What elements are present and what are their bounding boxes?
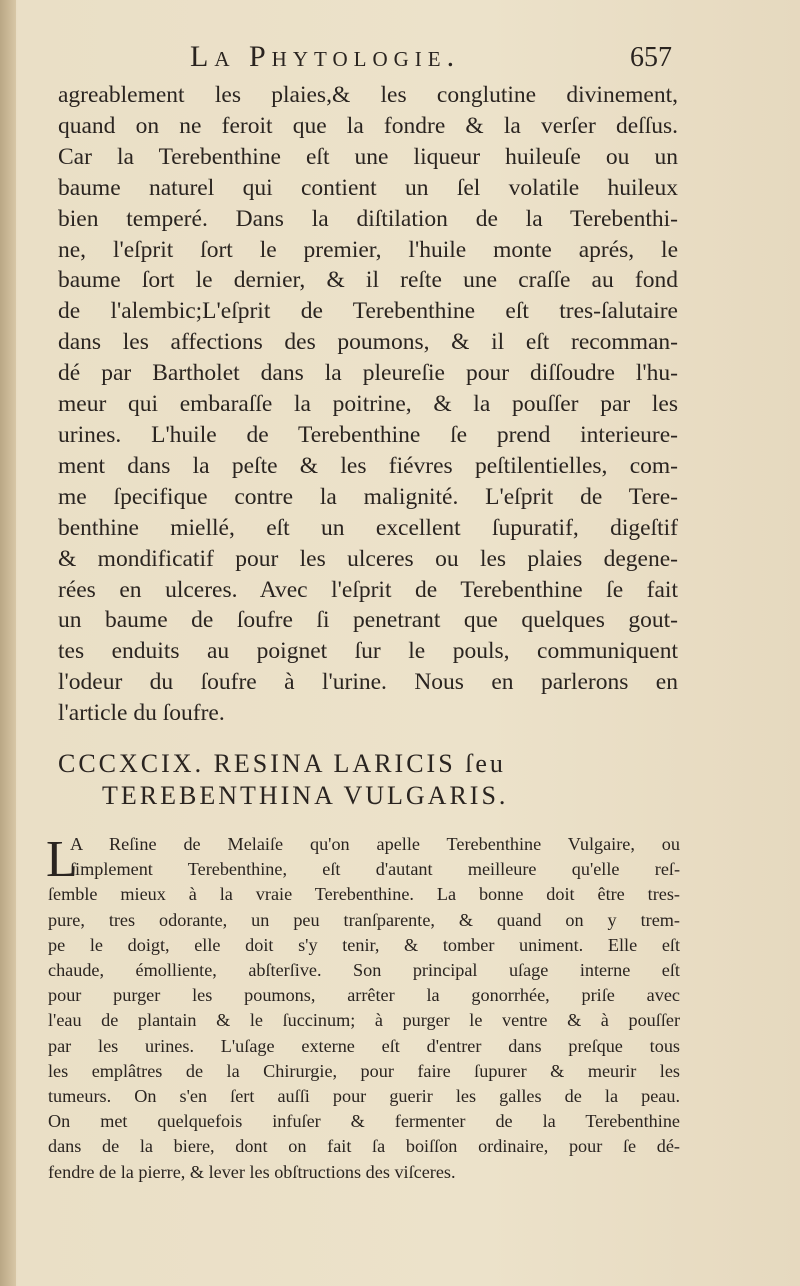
article-line: chaude, émolliente, abſterſive. Son principal uſage interne eſt: [48, 960, 680, 981]
text-line: l'odeur du ſoufre à l'urine. Nous en parlerons en: [58, 669, 678, 696]
article-line: pure, tres odorante, un peu tranſparente, & quand on y trem-: [48, 909, 680, 930]
body-text: [58, 80, 678, 729]
text-line: bien temperé. Dans la diſtilation de la Terebenthi-: [58, 205, 678, 232]
article-line: ſemble mieux à la vraie Terebenthine. La bonne doit être tres-: [48, 884, 680, 905]
text-line: tes enduits au poignet ſur le pouls, communiquent: [58, 638, 678, 665]
page-gutter: [0, 0, 16, 1286]
page-number: 657: [630, 42, 672, 73]
article-line: pour purger les poumons, arrêter la gonorrhée, priſe avec: [48, 985, 680, 1006]
text-line: quand on ne feroit que la fondre & la verſer deſſus.: [58, 112, 678, 139]
text-line: Car la Terebenthine eſt une liqueur huileuſe ou un: [58, 143, 678, 170]
text-line: dans les affections des poumons, & il eſt recomman-: [58, 329, 678, 356]
running-title: La Phytologie.: [190, 40, 461, 73]
text-line: un baume de ſoufre ſi penetrant que quelques gout-: [58, 607, 678, 634]
section-heading-line2: TEREBENTHINA VULGARIS.: [102, 781, 509, 810]
article-line: On met quelquefois infuſer & fermenter de la Terebenthine: [48, 1111, 680, 1132]
text-line: ne, l'eſprit ſort le premier, l'huile monte aprés, le: [58, 236, 678, 263]
text-line: benthine miellé, eſt un excellent ſupuratif, digeſtif: [58, 514, 678, 541]
article-line: l'eau de plantain & le ſuccinum; à purger le ventre & à pouſſer: [48, 1010, 680, 1031]
article-line: pe le doigt, elle doit s'y tenir, & tomber uniment. Elle eſt: [48, 934, 680, 955]
text-line: ment dans la peſte & les fiévres peſtilentielles, com-: [58, 452, 678, 479]
article-line: fendre de la pierre, & lever les obſtructions des viſceres.: [48, 1161, 456, 1182]
text-line: baume ſort le dernier, & il reſte une craſſe au fond: [58, 267, 678, 294]
text-line: baume naturel qui contient un ſel volatile huileux: [58, 174, 678, 201]
section-heading: [58, 748, 678, 812]
article-line: par les urines. L'uſage externe eſt d'entrer dans preſque tous: [48, 1035, 680, 1056]
article-line: les emplâtres de la Chirurgie, pour faire ſupurer & meurir les: [48, 1060, 680, 1081]
article-line: tumeurs. On s'en ſert auſſi pour guerir les galles de la peau.: [48, 1086, 680, 1107]
article-line: A Reſine de Melaiſe qu'on apelle Terebenthine Vulgaire, ou: [70, 834, 680, 854]
drop-cap: L: [46, 831, 78, 888]
text-line: meur qui embaraſſe la poitrine, & la pouſſer par les: [58, 391, 678, 418]
section-heading-line1: CCCXCIX. RESINA LARICIS ſeu: [58, 749, 506, 778]
text-line: rées en ulceres. Avec l'eſprit de Terebenthine ſe fait: [58, 576, 678, 603]
text-line: dé par Bartholet dans la pleureſie pour diſſoudre l'hu-: [58, 360, 678, 387]
text-line: urines. L'huile de Terebenthine ſe prend interieure-: [58, 421, 678, 448]
article-line: ſimplement Terebenthine, eſt d'autant meilleure qu'elle reſ-: [70, 859, 680, 880]
text-line: l'article du ſoufre.: [58, 700, 225, 727]
text-line: de l'alembic;L'eſprit de Terebenthine eſt tres-ſalutaire: [58, 298, 678, 325]
text-line: agreablement les plaies,& les conglutine divinement,: [58, 82, 678, 108]
text-line: & mondificatif pour les ulceres ou les plaies degene-: [58, 545, 678, 572]
article-line: dans de la biere, dont on fait ſa boiſſon ordinaire, pour ſe dé-: [48, 1136, 680, 1157]
text-line: me ſpecifique contre la malignité. L'eſprit de Tere-: [58, 483, 678, 510]
article-text: [48, 832, 680, 1185]
